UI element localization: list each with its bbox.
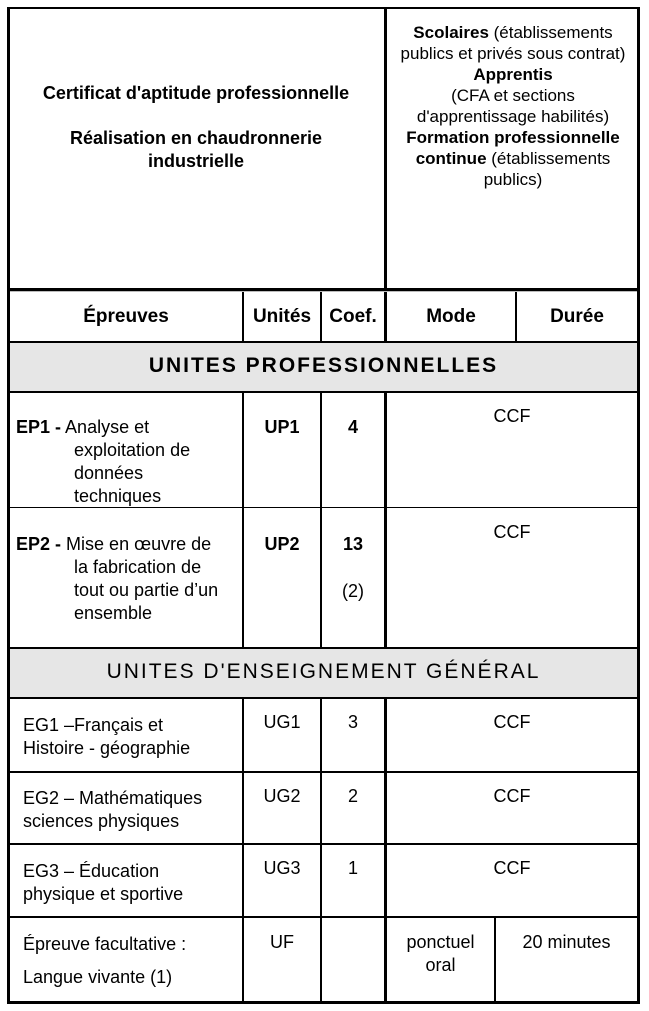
eg-text: Épreuve facultative :: [23, 934, 187, 954]
divider: [384, 391, 387, 647]
divider: [494, 916, 496, 1004]
unit-code: UG2: [263, 786, 301, 806]
unit-code: UG3: [263, 858, 301, 878]
mode-line: ponctuel: [406, 932, 475, 952]
title-line: industrielle: [147, 151, 245, 171]
ep-code: EP1 -: [16, 417, 62, 437]
unit-code: UG1: [263, 712, 301, 732]
eg-text: physique et sportive: [23, 884, 184, 904]
status-text: publics): [483, 170, 543, 189]
mode-value: CCF: [493, 712, 531, 732]
unit-code: UP1: [264, 417, 300, 437]
divider: [320, 391, 322, 647]
divider: [320, 292, 322, 341]
coef-value: 2: [347, 786, 358, 806]
divider: [10, 507, 637, 508]
mode-value: CCF: [493, 522, 531, 542]
divider: [10, 843, 637, 845]
mode-value: CCF: [493, 406, 531, 426]
ep-text: Mise en œuvre de: [66, 534, 212, 554]
candidate-status: [388, 22, 638, 190]
col-header-mode: Mode: [426, 306, 476, 327]
status-text: d'apprentissage habilités): [416, 107, 610, 126]
divider: [10, 771, 637, 773]
title-line: Certificat d'aptitude professionnelle: [42, 83, 350, 103]
col-header-unites: Unités: [252, 306, 312, 327]
row-ep2-label: [16, 533, 240, 625]
col-header-coef: Coef.: [329, 306, 377, 327]
mode-value: CCF: [493, 858, 531, 878]
col-header-epreuves: Épreuves: [83, 306, 169, 327]
divider: [384, 292, 387, 341]
divider: [515, 292, 517, 341]
row-eg1-label: [23, 714, 241, 760]
duration-value: 20 minutes: [522, 932, 611, 952]
eg-text: EG1 –Français et: [23, 715, 164, 735]
divider: [242, 391, 244, 647]
eg-text: Histoire - géographie: [23, 738, 191, 758]
status-bold: Formation professionnelle: [406, 128, 620, 147]
eg-text: EG3 – Éducation: [23, 861, 160, 881]
ep-text: ensemble: [74, 603, 153, 623]
ep-text: techniques: [74, 486, 162, 506]
col-header-duree: Durée: [550, 306, 604, 327]
ep-text: tout ou partie d’un: [74, 580, 219, 600]
divider: [242, 697, 244, 1004]
status-text: (CFA et sections: [451, 86, 575, 105]
divider: [10, 697, 637, 699]
divider: [320, 697, 322, 1004]
row-ep1-label: [16, 416, 240, 508]
eg-text: sciences physiques: [23, 811, 180, 831]
ep-text: Analyse et: [65, 417, 150, 437]
coef-note: (2): [342, 581, 364, 601]
mode-value: CCF: [493, 786, 531, 806]
row-eg3-label: [23, 860, 241, 906]
eg-text: EG2 – Mathématiques: [23, 788, 203, 808]
coef-value: 4: [347, 417, 358, 437]
ep-code: EP2 -: [16, 534, 62, 554]
title-line: Réalisation en chaudronnerie: [69, 128, 323, 148]
divider: [384, 9, 387, 290]
section-title-gen: UNITES D'ENSEIGNEMENT GÉNÉRAL: [106, 660, 541, 683]
mode-line: oral: [425, 955, 456, 975]
coef-value: 3: [347, 712, 358, 732]
status-text: (établissements: [486, 149, 611, 168]
row-eg2-label: [23, 787, 241, 833]
status-text: (établissements: [488, 23, 613, 42]
ep-text: la fabrication de: [74, 557, 202, 577]
ep-text: exploitation de: [74, 440, 191, 460]
ep-text: données: [74, 463, 144, 483]
coef-value: 1: [347, 858, 358, 878]
status-text: publics et privés sous contrat): [400, 44, 626, 63]
eg-text: Langue vivante (1): [23, 967, 173, 987]
section-title-pro: UNITES PROFESSIONNELLES: [148, 354, 499, 377]
diploma-title: [10, 82, 382, 173]
divider: [10, 916, 637, 918]
divider: [10, 391, 637, 393]
unit-code: UF: [270, 932, 294, 952]
status-bold: Scolaires: [413, 23, 489, 42]
divider: [242, 292, 244, 341]
mode-value: [387, 931, 494, 977]
divider: [384, 697, 387, 1004]
divider: [10, 291, 637, 292]
unit-code: UP2: [264, 534, 300, 554]
status-bold: Apprentis: [473, 65, 553, 84]
row-facultative-label: [23, 933, 241, 989]
coef-value: 13: [342, 534, 364, 554]
status-bold: continue: [415, 149, 487, 168]
